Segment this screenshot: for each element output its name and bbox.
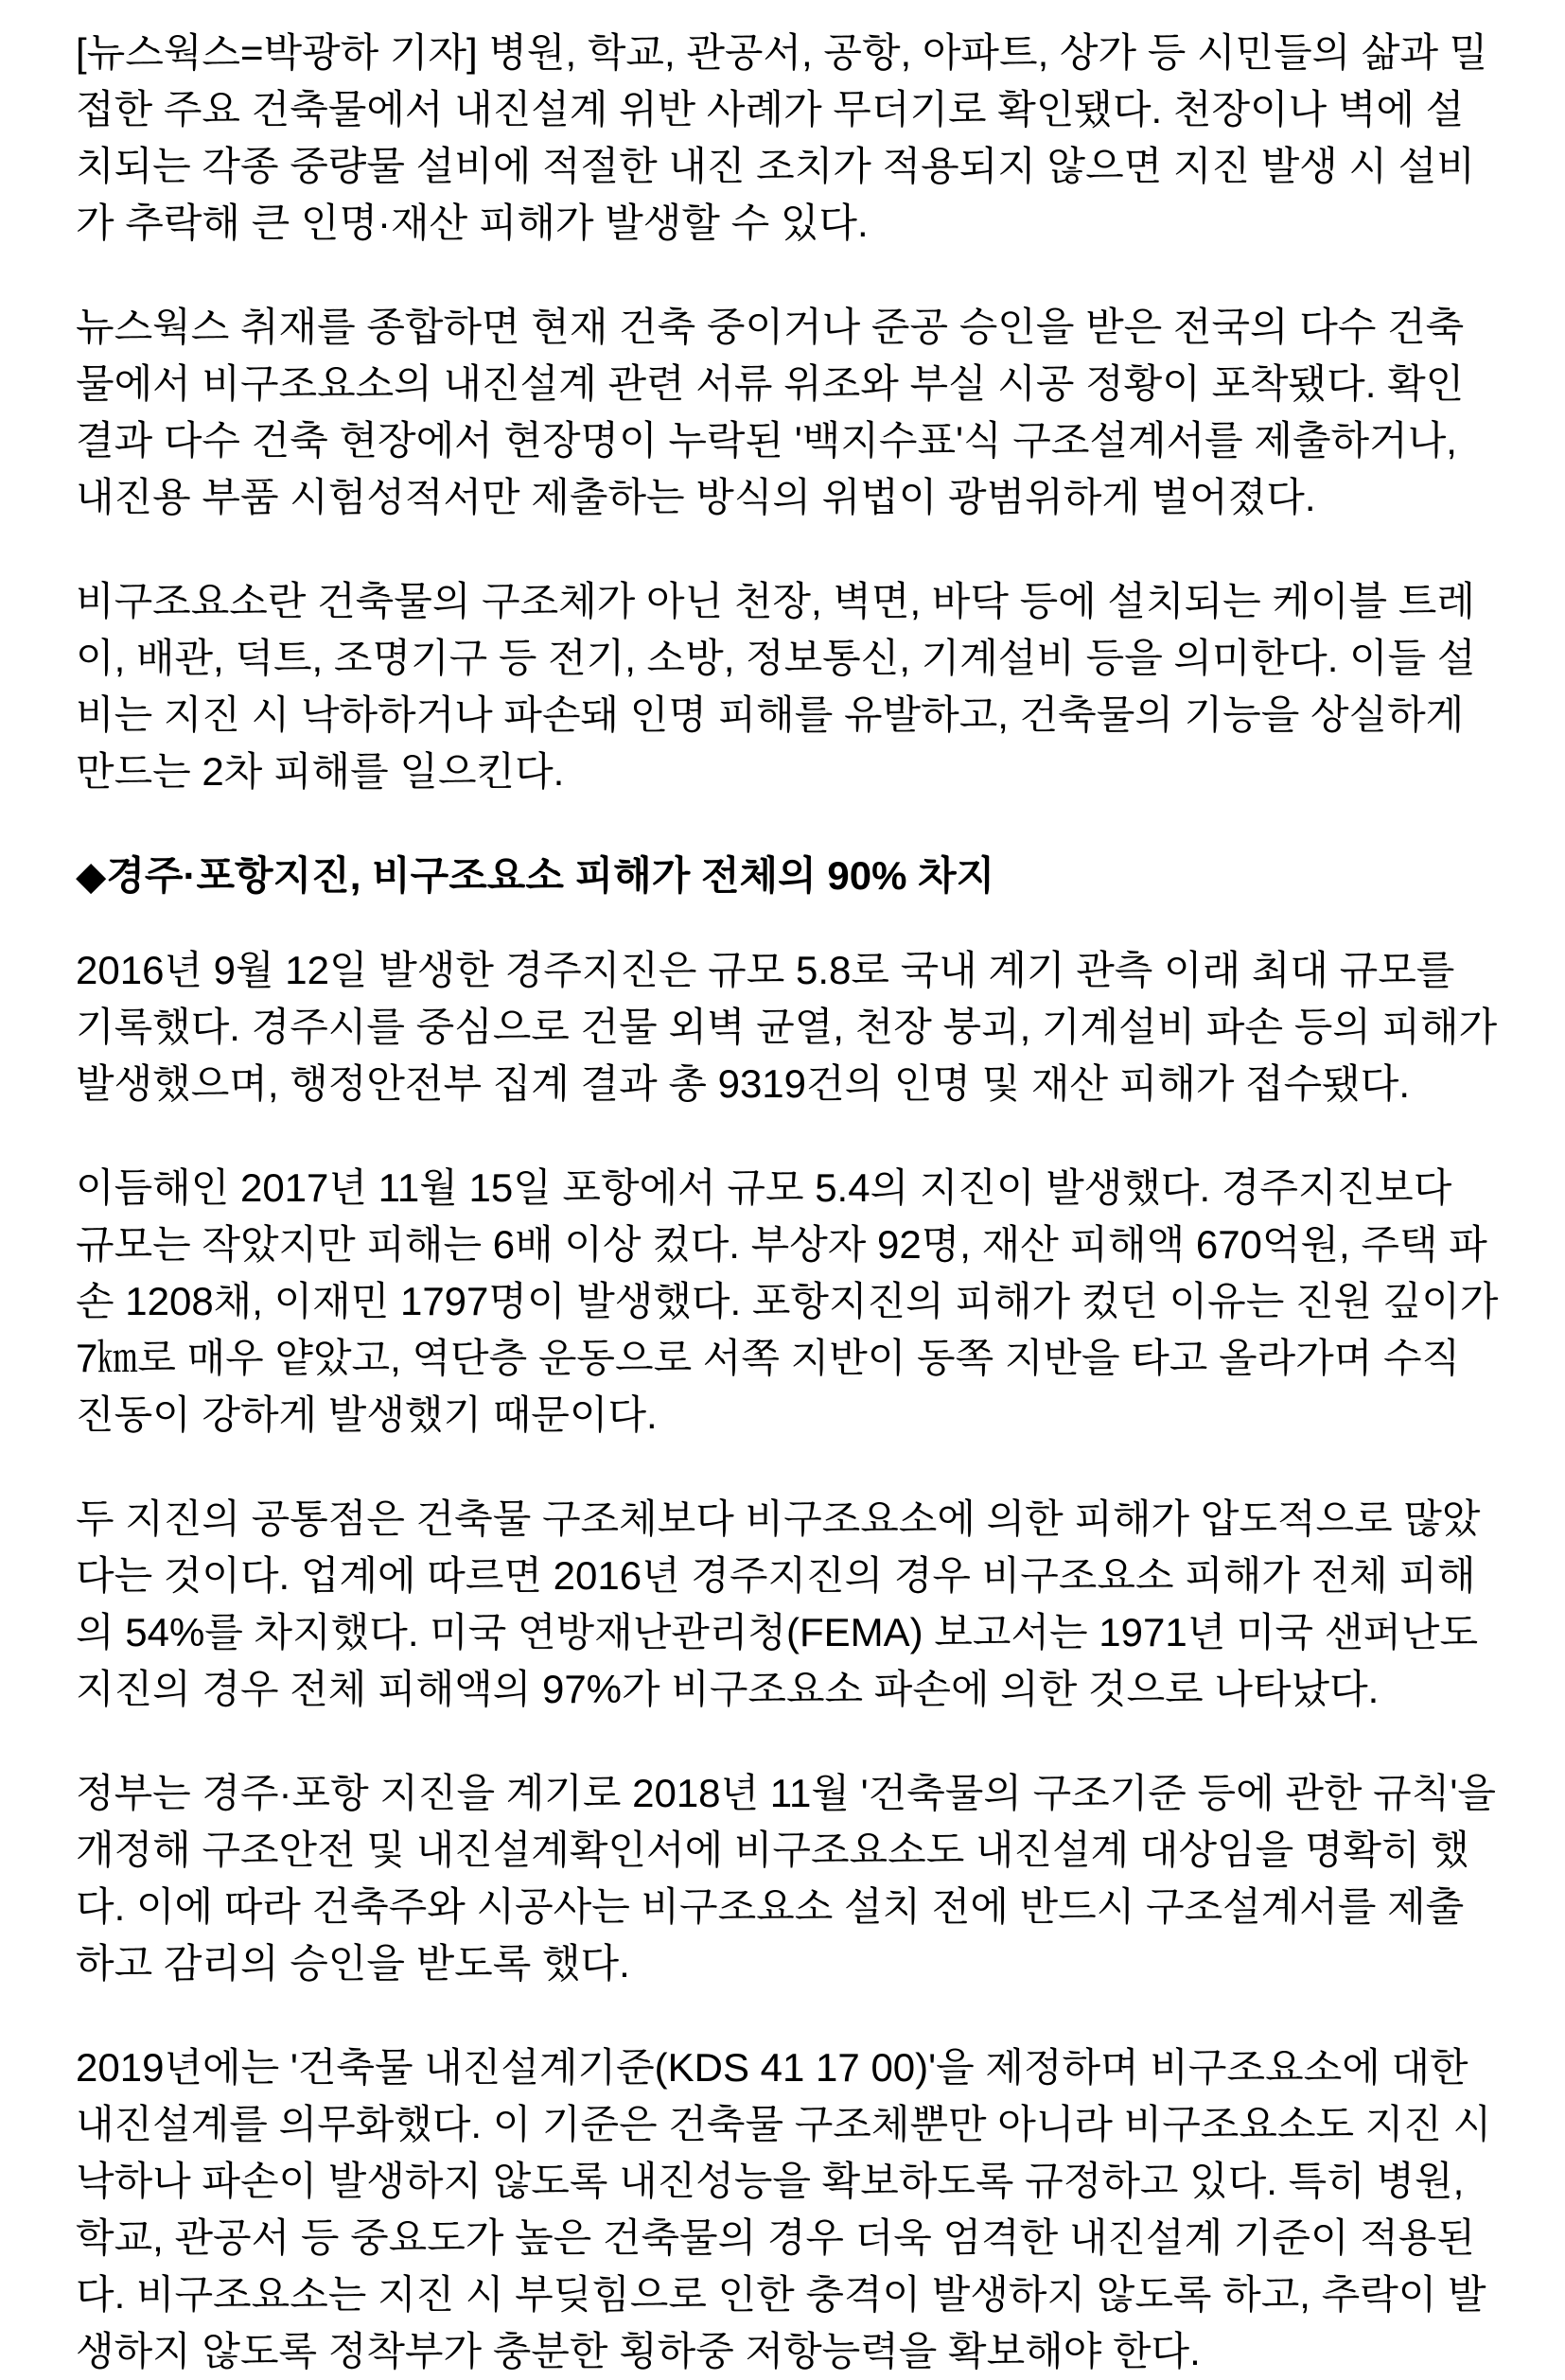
article-paragraph: 이듬해인 2017년 11월 15일 포항에서 규모 5.4의 지진이 발생했다. 경주지진보다 규모는 작았지만 피해는 6배 이상 컸다. 부상자 92명, 재산 피해액 670억원, 주택 파손 1208채, 이재민 1797명이 발생했다. 포항지진의 피해가 컸던 이유는 진원 깊이가 7㎞로 매우 얕았고, 역단층 운동으로 서쪽 지반이 동쪽 지반을 타고 올라가며 수직 진동이 강하게 발생했기 때문이다. bbox=[76, 1165, 1499, 1437]
article-paragraph: [뉴스웍스=박광하 기자] 병원, 학교, 관공서, 공항, 아파트, 상가 등 시민들의 삶과 밀접한 주요 건축물에서 내진설계 위반 사례가 무더기로 확인됐다. 천장이나 벽에 설치되는 각종 중량물 설비에 적절한 내진 조치가 적용되지 않으면 지진 발생 시 설비가 추락해 큰 인명·재산 피해가 발생할 수 있다. bbox=[76, 30, 1488, 245]
article-paragraph: 뉴스웍스 취재를 종합하면 현재 건축 중이거나 준공 승인을 받은 전국의 다수 건축물에서 비구조요소의 내진설계 관련 서류 위조와 부실 시공 정황이 포착됐다. 확인 결과 다수 건축 현장에서 현장명이 누락된 '백지수표'식 구조설계서를 제출하거나, 내진용 부품 시험성적서만 제출하는 방식의 위법이 광범위하게 벌어졌다. bbox=[76, 305, 1465, 519]
article-paragraph: 두 지진의 공통점은 건축물 구조체보다 비구조요소에 의한 피해가 압도적으로 많았다는 것이다. 업계에 따르면 2016년 경주지진의 경우 비구조요소 피해가 전체 피해의 54%를 차지했다. 미국 연방재난관리청(FEMA) 보고서는 1971년 미국 샌퍼난도 지진의 경우 전체 피해액의 97%가 비구조요소 파손에 의한 것으로 나타났다. bbox=[76, 1496, 1481, 1711]
article-paragraph: 비구조요소란 건축물의 구조체가 아닌 천장, 벽면, 바닥 등에 설치되는 케이블 트레이, 배관, 덕트, 조명기구 등 전기, 소방, 정보통신, 기계설비 등을 의미한다. 이들 설비는 지진 시 낙하하거나 파손돼 인명 피해를 유발하고, 건축물의 기능을 상실하게 만드는 2차 피해를 일으킨다. bbox=[76, 579, 1476, 794]
section-heading-text: 경주·포항지진, 비구조요소 피해가 전체의 90% 차지 bbox=[106, 853, 995, 898]
article-paragraph: 2016년 9월 12일 발생한 경주지진은 규모 5.8로 국내 계기 관측 이래 최대 규모를 기록했다. 경주시를 중심으로 건물 외벽 균열, 천장 붕괴, 기계설비 파손 등의 피해가 발생했으며, 행정안전부 집계 결과 총 9319건의 인명 및 재산 피해가 접수됐다. bbox=[76, 948, 1498, 1106]
article-paragraph: 정부는 경주·포항 지진을 계기로 2018년 11월 '건축물의 구조기준 등에 관한 규칙'을 개정해 구조안전 및 내진설계확인서에 비구조요소도 내진설계 대상임을 명확히 했다. 이에 따라 건축주와 시공사는 비구조요소 설치 전에 반드시 구조설계서를 제출하고 감리의 승인을 받도록 했다. bbox=[76, 1771, 1496, 1986]
article-paragraph: 2019년에는 '건축물 내진설계기준(KDS 41 17 00)'을 제정하며 비구조요소에 대한 내진설계를 의무화했다. 이 기준은 건축물 구조체뿐만 아니라 비구조요소도 지진 시 낙하나 파손이 발생하지 않도록 내진성능을 확보하도록 규정하고 있다. 특히 병원, 학교, 관공서 등 중요도가 높은 건축물의 경우 더욱 엄격한 내진설계 기준이 적용된다. 비구조요소는 지진 시 부딪힘으로 인한 충격이 발생하지 않도록 하고, 추락이 발생하지 않도록 정착부가 충분한 횡하중 저항능력을 확보해야 한다. bbox=[76, 2045, 1492, 2373]
diamond-bullet-icon: ◆ bbox=[76, 853, 107, 898]
section-heading bbox=[76, 848, 1499, 904]
